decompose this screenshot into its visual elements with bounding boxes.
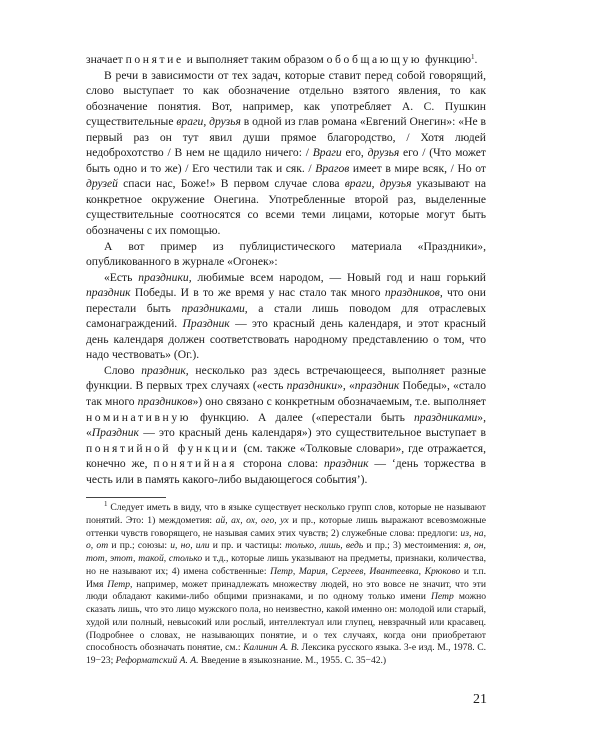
spaced-term: обобщающую: [326, 53, 423, 66]
footnote-text: $^1$ Следует иметь в виду, что в языке существует несколько групп слов, которые не называют понятий. Это: 1) междометия: ай, ах, ох, ого, ух и пр., которые лишь выражают всевозможные оттенки чувств говорящего, не называя самих этих чувств; 2) служебные слова: предлоги: из, на, о, от и пр.; союзы: и, но, или и пр. и частицы: только, лишь, ведь и пр.; 3) местоимения: я, он, тот, этот, такой, столько и т.д., которые лишь указывают на предметы, признаки, количества, но не называют их; 4) имена собственные: Петр, Мария, Сергеев, Ивантеевка, Крюково и т.п. Имя Петр, например, может принадлежать множеству людей, но это вовсе не значит, что эти люди обладают какими-либо общими признаками, и по одному только имени Петр можно сказать лишь, что это лицо мужского пола, но неизвестно, какой именно он: молодой или старый, худой или полный, невысокий или рослый, интеллектуал или глупец, невзрачный или красавец. (Подробнее о словах, не называющих понятие, и о тех случаях, когда они приобретают способность обозначать понятие, см.: Калинин А. В. Лексика русского языка. 3-е изд. М., 1978. С. 19−23; Реформатский А. А. Введение в языкознание. М., 1955. С. 35−42.): [86, 500, 487, 666]
footnote-ref: 1: [471, 53, 475, 61]
paragraph-2: В речи в зависимости от тех задач, которые ставит перед собой говорящий, слово выступает то как обозначение отдельно взятого явления, то как обозначение понятия. Вот, например, как употребляет А. С. Пушкин существительные враги, друзья в одной из глав романа «Евгений Онегин»: «Не в первый раз он тут явил души прямое благородство, / Хотя людей недоброхотство / В нем не щадило ничего: / Враги его, друзья его / (Что может быть одно и то же) / Его честили так и сяк. / Врагов имеет в мире всяк, / Но от друзей спаси нас, Боже!» В первом случае слова враги, друзья указывают на конкретное окружение Онегина. Употребленные второй раз, выделенные существительные соотносятся со всеми теми лицами, которые могут быть обозначены с их помощью.: [86, 68, 486, 238]
paragraph-3: А вот пример из публицистического материала «Праздники», опубликованного в журнале «Огонек»:: [86, 239, 486, 269]
paragraph-4-quote: «Есть праздники, любимые всем народом, — Новый год и наш горький праздник Победы. И в то же время у нас стало так много праздников, что они перестали быть праздниками, а стали лишь поводом для отраслевых самонаграждений. Праздник — это красный день календаря, и этот красный день календаря должен соответствовать народному представлению о том, что надо чествовать» (Ог.).: [86, 270, 486, 362]
footnote-mark: 1: [104, 500, 108, 508]
spaced-term: номинативную: [86, 410, 191, 424]
footnote-divider: [86, 497, 166, 498]
paragraph-1: значает понятие и выполняет таким образом обобщающую функцию$^1$.: [86, 53, 478, 66]
spaced-term: понятийная: [153, 457, 238, 471]
spaced-term: понятийной функции: [86, 441, 240, 455]
footnote: [86, 502, 486, 668]
main-text: [86, 52, 486, 487]
paragraph-5: Слово праздник, несколько раз здесь встречающееся, выполняет разные функции. В первых трех случаях («есть праздники», «праздник Победы», «стало так много праздников») оно связано с конкретным обозначаемым, т.е. выполняет номинативную функцию. А далее («перестали быть праздниками», «Праздник — это красный день календаря») это существительное выступает в понятийной функции (см. также «Толковые словари», где отражается, конечно же, понятийная сторона слова: праздник — ‘день торжества в честь или в память какого-либо выдающегося события’).: [86, 363, 487, 486]
spaced-term: понятие: [125, 53, 184, 66]
page-number: 21: [473, 692, 487, 707]
